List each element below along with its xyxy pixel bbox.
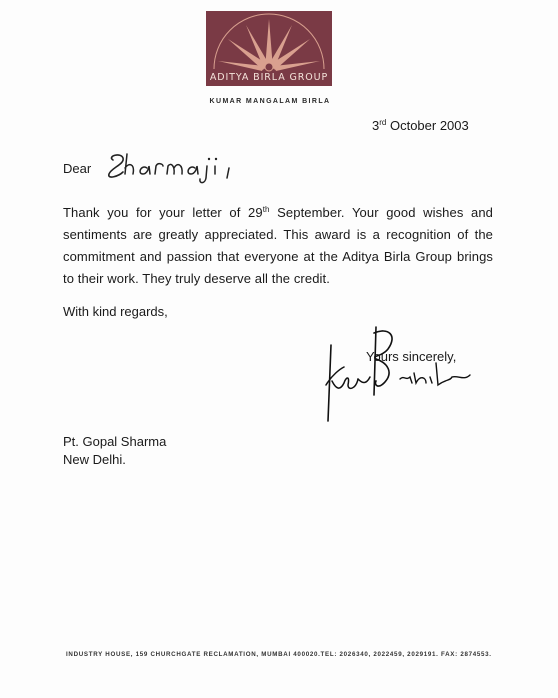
letter-body (63, 202, 493, 290)
letterhead-footer-address: INDUSTRY HOUSE, 159 CHURCHGATE RECLAMATION, MUMBAI 400020.TEL: 2026340, 2022459, 2029191. FAX: 2874553. (66, 651, 492, 658)
logo-wordmark: ADITYA BIRLA GROUP (209, 72, 329, 83)
closing-line: With kind regards, (63, 304, 168, 319)
handwritten-salutation (103, 146, 248, 188)
letter-date (372, 118, 469, 133)
salutation-greeting: Dear (63, 161, 92, 176)
body-part1: Thank you for your letter of 29 (63, 205, 263, 220)
body-part2: September. Your good wishes and sentiments are greatly appreciated. This award is a recognition of the commitment and passion that everyone at the Aditya Birla Group brings to their work. They truly deserve all the credit. (63, 205, 494, 286)
chairman-name: KUMAR MANGALAM BIRLA (209, 98, 331, 105)
signoff-line: Yours sincerely, (366, 349, 457, 364)
recipient-city: New Delhi. (63, 452, 126, 467)
signature (318, 323, 478, 423)
date-rest: October 2003 (386, 118, 469, 133)
date-day: 3 (372, 118, 380, 133)
date-suffix: rd (379, 118, 387, 127)
recipient-name: Pt. Gopal Sharma (63, 434, 167, 449)
body-ordinal: th (262, 205, 270, 214)
